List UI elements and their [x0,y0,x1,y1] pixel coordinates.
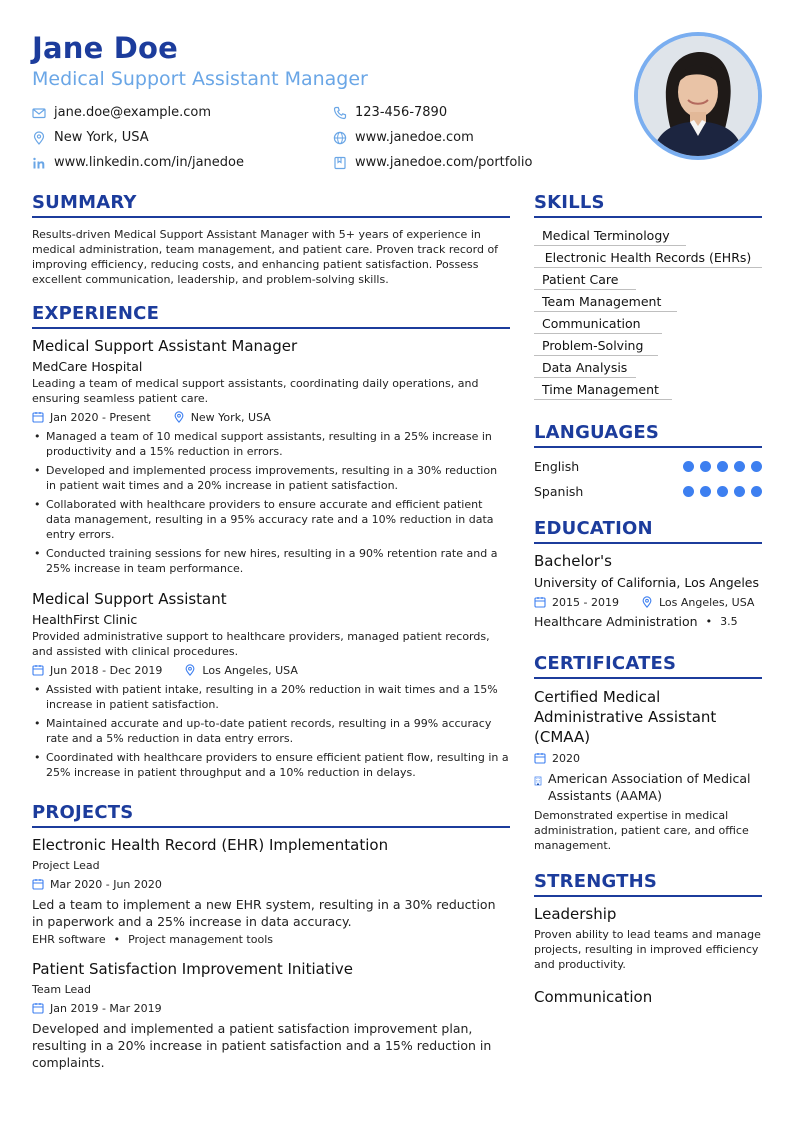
portfolio-icon [333,156,347,170]
achievement-item: • Coordinated with healthcare providers to ensure efficient patient flow, resulting in a 25% increase in patient throughput and a 10% reduction in delays. [32,750,510,780]
contact-location [32,125,244,150]
education-entry [534,552,762,629]
job-company: HealthFirst Clinic [32,612,138,627]
main-column [32,192,510,1071]
project-dates: Mar 2020 - Jun 2020 [50,877,162,891]
location-icon [32,131,46,145]
languages-heading: LANGUAGES [534,422,762,448]
institution-icon [534,774,542,788]
languages-list [534,454,762,504]
job-company: MedCare Hospital [32,359,143,374]
contact-phone[interactable] [333,100,533,125]
project-entry [32,960,510,1071]
project-description: Developed and implemented a patient satisfaction improvement plan, resulting in a 20% increase in patient satisfaction and a 15% reduction in complaints. [32,1021,492,1070]
strength-name: Communication [534,988,653,1006]
summary-text: Results-driven Medical Support Assistant Manager with 5+ years of experience in medical administration, team management, and patient care. Proven track record of improving efficiency, reducing costs, and enhancing patient satisfaction. Possess excellent communication, leadership, and problem-solving skills. [32,228,499,286]
certificate-issuer-row [534,770,762,804]
strength-entry [534,988,762,1006]
language-row [534,479,762,504]
contact-phone-text: 123-456-7890 [355,105,448,120]
linkedin-icon [32,156,46,170]
calendar-icon [32,1002,44,1014]
education-field-row: Healthcare Administration • 3.5 [534,614,738,629]
certificate-entry [534,687,762,853]
project-role: Project Lead [32,859,100,872]
job-title: Medical Support Assistant [32,590,227,608]
project-description: Led a team to implement a new EHR system, resulting in a 30% reduction in paperwork and a 25% increase in data accuracy. [32,897,496,929]
proficiency-dot [700,486,711,497]
calendar-icon [534,596,546,608]
calendar-icon [32,878,44,890]
job-meta [32,662,510,678]
job-dates: Jun 2018 - Dec 2019 [50,663,163,677]
contact-portfolio[interactable] [333,150,533,175]
education-gpa: 3.5 [720,615,738,628]
language-level-dots [677,486,762,497]
skill-tag: Communication [534,312,662,334]
job-entry [32,337,510,576]
calendar-icon [32,411,44,423]
job-title: Medical Support Assistant Manager [32,337,298,355]
contact-list-right [333,100,533,175]
job-description: Leading a team of medical support assistants, coordinating daily operations, and ensuring seamless patient care. [32,377,479,405]
skill-tag: Patient Care [534,268,636,290]
job-achievements [32,682,510,780]
skills-list [534,224,762,400]
project-role: Team Lead [32,983,91,996]
contact-location-text: New York, USA [54,130,149,145]
education-school: University of California, Los Angeles [534,575,760,590]
education-dates: 2015 - 2019 [552,595,619,609]
proficiency-dot [683,461,694,472]
project-dates: Jan 2019 - Mar 2019 [50,1001,162,1015]
email-icon [32,106,46,120]
project-meta [32,1000,510,1016]
calendar-icon [32,664,44,676]
certificates-heading: CERTIFICATES [534,653,762,679]
proficiency-dot [734,461,745,472]
proficiency-dot [683,486,694,497]
education-heading: EDUCATION [534,518,762,544]
contact-portfolio-text: www.janedoe.com/portfolio [355,155,533,170]
job-achievements [32,429,510,576]
location-icon [641,596,653,608]
language-level-dots [677,461,762,472]
contact-website[interactable] [333,125,533,150]
education-field: Healthcare Administration [534,614,698,629]
achievement-item: • Maintained accurate and up-to-date patient records, resulting in a 99% accuracy rate and a 5% reduction in data entry errors. [32,716,510,746]
job-location: Los Angeles, USA [202,663,298,677]
education-degree: Bachelor's [534,552,612,570]
job-dates: Jan 2020 - Present [50,410,151,424]
location-icon [173,411,185,423]
strength-entry [534,905,762,972]
certificate-description: Demonstrated expertise in medical administration, patient care, and office management. [534,809,749,852]
skill-tag: Problem-Solving [534,334,658,356]
skill-tag: Team Management [534,290,677,312]
strengths-heading: STRENGTHS [534,871,762,897]
candidate-headline: Medical Support Assistant Manager [32,68,368,90]
strength-description: Proven ability to lead teams and manage projects, resulting in improved efficiency and productivity. [534,928,761,971]
project-entry [32,836,510,946]
experience-heading: EXPERIENCE [32,303,510,329]
globe-icon [333,131,347,145]
skills-heading: SKILLS [534,192,762,218]
certificate-issuer: American Association of Medical Assistants (AAMA) [548,771,751,803]
project-tag: Project management tools [128,933,273,946]
job-location: New York, USA [190,410,271,424]
certificate-name: Certified Medical Administrative Assistant (CMAA) [534,688,717,746]
skill-tag: Time Management [534,378,672,400]
education-location: Los Angeles, USA [658,595,755,609]
candidate-name: Jane Doe [32,31,179,65]
certificate-year: 2020 [552,751,580,765]
project-title: Patient Satisfaction Improvement Initiative [32,960,353,978]
summary-heading: SUMMARY [32,192,510,218]
contact-email-text: jane.doe@example.com [54,105,212,120]
profile-photo [634,32,762,160]
achievement-item: • Developed and implemented process improvements, resulting in a 30% reduction in patient wait times and a 20% increase in patient satisfaction. [32,463,510,493]
contact-linkedin-text: www.linkedin.com/in/janedoe [54,155,244,170]
language-name: Spanish [534,484,584,499]
project-meta [32,876,510,892]
skill-tag: Medical Terminology [534,224,686,246]
proficiency-dot [700,461,711,472]
contact-email[interactable] [32,100,244,125]
achievement-item: • Conducted training sessions for new hires, resulting in a 90% retention rate and a 25% increase in team performance. [32,546,510,576]
contact-website-text: www.janedoe.com [355,130,474,145]
achievement-item: • Managed a team of 10 medical support assistants, resulting in a 25% increase in productivity and a 15% reduction in errors. [32,429,510,459]
proficiency-dot [751,486,762,497]
proficiency-dot [734,486,745,497]
projects-heading: PROJECTS [32,802,510,828]
achievement-item: • Collaborated with healthcare providers to ensure accurate and efficient patient data management, resulting in a 95% accuracy rate and a 10% reduction in data entry errors. [32,497,510,542]
contact-list-left [32,100,244,175]
proficiency-dot [751,461,762,472]
strength-name: Leadership [534,905,617,923]
side-column [534,192,762,1006]
job-entry [32,590,510,780]
language-row [534,454,762,479]
achievement-item: • Assisted with patient intake, resulting in a 20% reduction in wait times and a 15% increase in patient satisfaction. [32,682,510,712]
education-meta [534,594,762,610]
proficiency-dot [717,461,728,472]
project-tags: EHR software • Project management tools [32,933,273,946]
contact-linkedin[interactable] [32,150,244,175]
proficiency-dot [717,486,728,497]
project-tag: EHR software [32,933,106,946]
skill-tag: Data Analysis [534,356,636,378]
location-icon [184,664,196,676]
job-description: Provided administrative support to healthcare providers, managed patient records, and assisted with clinical procedures. [32,630,490,658]
certificate-meta [534,750,762,766]
language-name: English [534,459,580,474]
phone-icon [333,106,347,120]
skill-tag: Electronic Health Records (EHRs) [534,246,762,268]
calendar-icon [534,752,546,764]
project-title: Electronic Health Record (EHR) Implementation [32,836,389,854]
job-meta [32,409,510,425]
